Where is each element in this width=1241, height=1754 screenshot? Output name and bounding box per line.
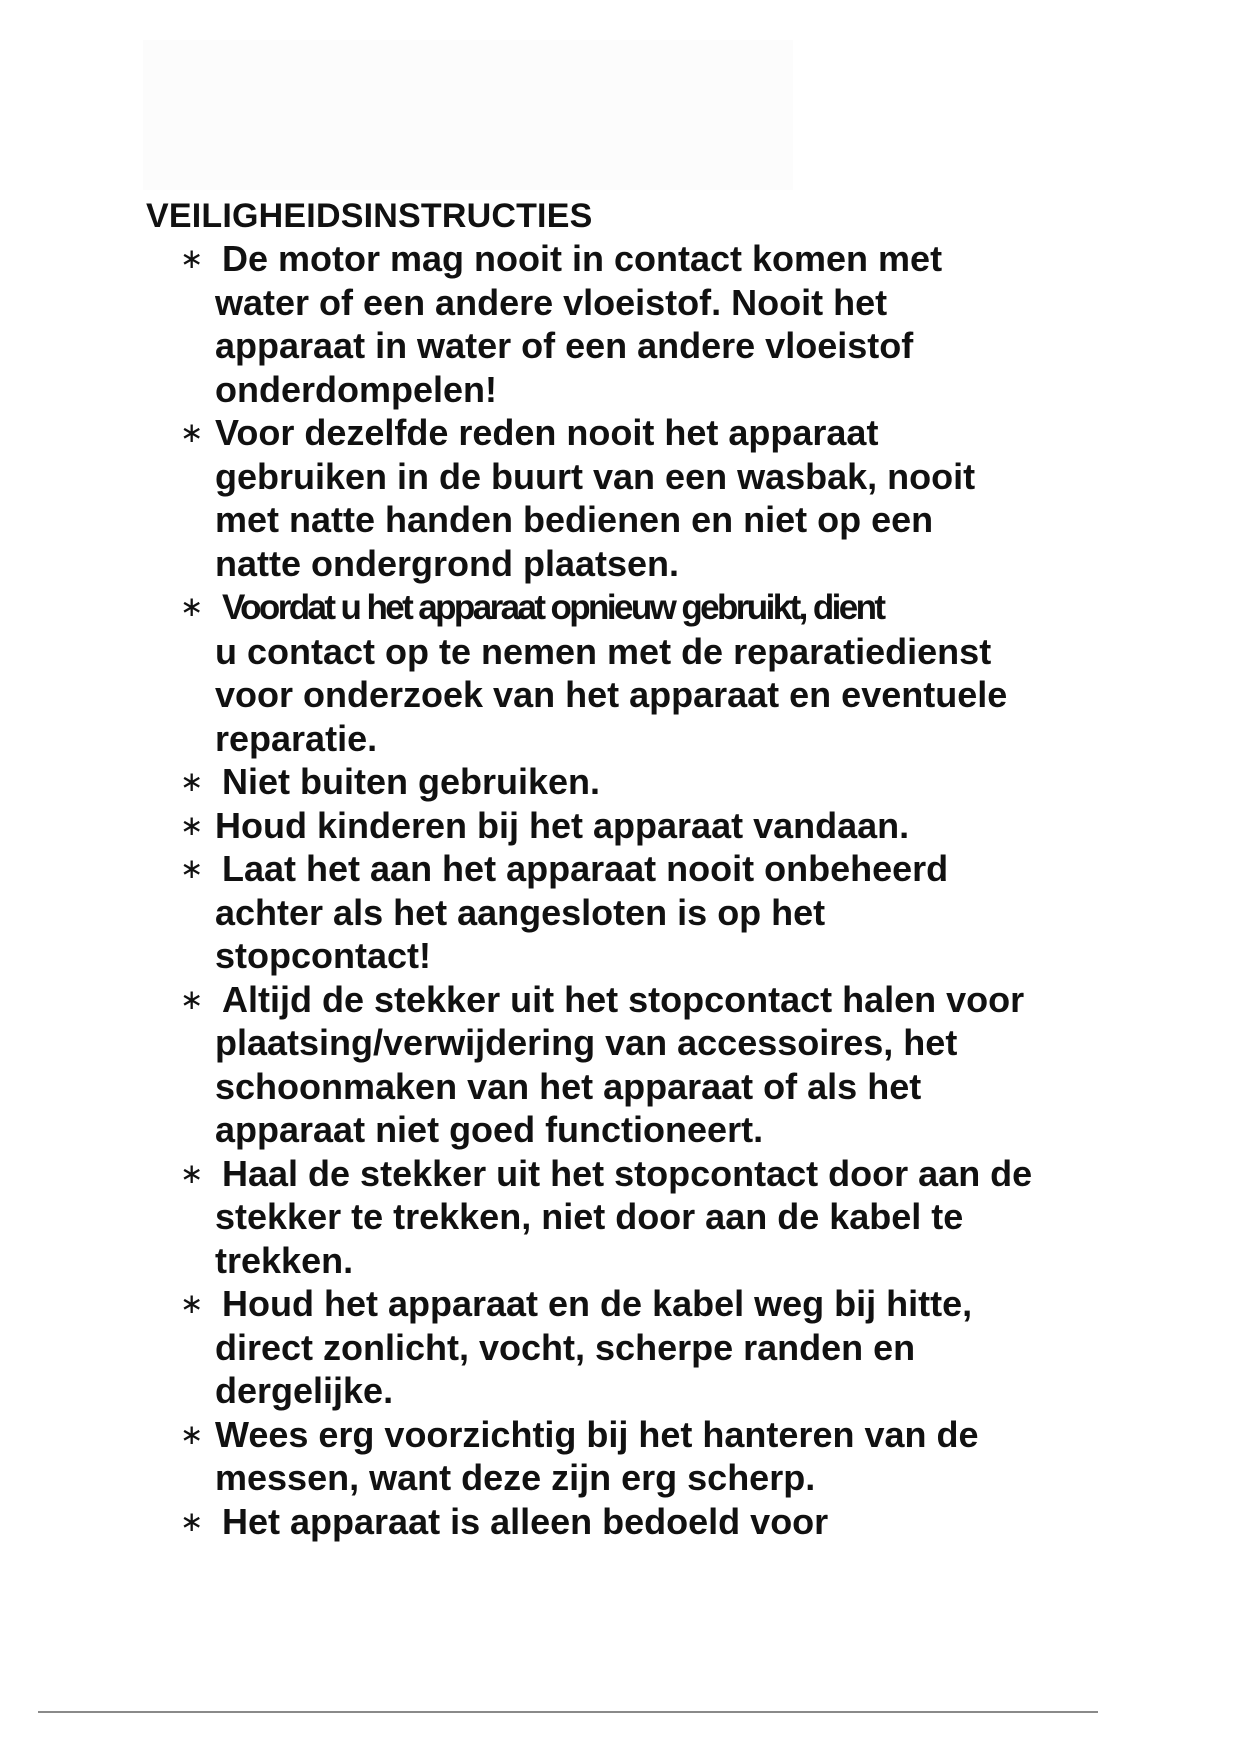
list-item-text	[215, 804, 1180, 848]
list-item	[180, 1413, 1180, 1500]
text-line: Haal de stekker uit het stopcontact door aan de	[222, 1152, 1033, 1194]
footer-divider	[38, 1711, 1098, 1713]
text-line: onderdompelen!	[215, 368, 498, 410]
asterisk-bullet-icon: ∗	[180, 417, 204, 448]
text-line: Het apparaat is alleen bedoeld voor	[222, 1500, 829, 1542]
text-line: u contact op te nemen met de reparatiedienst	[215, 630, 992, 672]
list-item	[180, 411, 1180, 585]
list-item	[180, 237, 1180, 411]
page-title: VEILIGHEIDSINSTRUCTIES	[146, 197, 593, 235]
text-line: Altijd de stekker uit het stopcontact halen voor	[222, 978, 1025, 1020]
text-line: stekker te trekken, niet door aan de kabel te	[215, 1196, 964, 1237]
list-item	[180, 978, 1180, 1152]
text-line: voor onderzoek van het apparaat en eventuele	[215, 674, 1008, 715]
text-line: water of een andere vloeistof. Nooit het	[215, 281, 888, 323]
text-line: Niet buiten gebruiken.	[222, 761, 601, 802]
list-item-text	[215, 847, 1180, 978]
text-line: apparaat in water of een andere vloeistof	[215, 325, 914, 366]
list-item	[180, 847, 1180, 978]
scan-shading	[143, 40, 793, 190]
text-line: messen, want deze zijn erg scherp.	[215, 1457, 816, 1498]
list-item	[180, 804, 1180, 848]
list-item	[180, 760, 1180, 804]
text-line: dergelijke.	[215, 1370, 394, 1411]
text-line: apparaat niet goed functioneert.	[215, 1109, 764, 1150]
asterisk-bullet-icon: ∗	[180, 591, 204, 622]
asterisk-bullet-icon: ∗	[180, 766, 204, 797]
text-line: direct zonlicht, vocht, scherpe randen en	[215, 1326, 916, 1368]
list-item-text	[215, 1413, 1180, 1500]
text-line: achter als het aangesloten is op het	[215, 891, 826, 933]
asterisk-bullet-icon: ∗	[180, 853, 204, 884]
asterisk-bullet-icon: ∗	[180, 983, 204, 1015]
text-line: trekken.	[215, 1239, 354, 1281]
text-line: reparatie.	[215, 717, 378, 759]
text-line: schoonmaken van het apparaat of als het	[215, 1065, 922, 1107]
list-item	[180, 1282, 1180, 1413]
text-line: Houd het apparaat en de kabel weg bij hitte,	[222, 1283, 973, 1324]
asterisk-bullet-icon: ∗	[180, 1418, 204, 1450]
asterisk-bullet-icon: ∗	[180, 1505, 204, 1537]
list-item-text	[215, 978, 1180, 1152]
list-item-text	[215, 411, 1180, 585]
list-item	[180, 1500, 1180, 1544]
list-item-text	[215, 585, 1180, 760]
text-line: met natte handen bedienen en niet op een	[215, 499, 934, 540]
text-line: Laat het aan het apparaat nooit onbeheerd	[222, 848, 949, 889]
list-item-text	[215, 1152, 1180, 1283]
list-item-text	[215, 760, 1180, 804]
asterisk-bullet-icon: ∗	[180, 1288, 204, 1319]
list-item	[180, 585, 1180, 760]
text-line: De motor mag nooit in contact komen met	[222, 238, 943, 279]
text-line: Voor dezelfde reden nooit het apparaat	[215, 412, 879, 453]
text-line: Houd kinderen bij het apparaat vandaan.	[215, 804, 910, 846]
asterisk-bullet-icon: ∗	[180, 243, 204, 274]
list-item-text	[215, 1282, 1180, 1413]
list-item-text	[215, 1500, 1180, 1544]
safety-instruction-list	[180, 237, 1180, 1543]
text-line: gebruiken in de buurt van een wasbak, nooit	[215, 455, 976, 497]
asterisk-bullet-icon: ∗	[180, 809, 204, 841]
text-line: stopcontact!	[215, 935, 431, 976]
text-line: Voordat u het apparaat opnieuw gebruikt, dient	[222, 588, 884, 627]
text-line: natte ondergrond plaatsen.	[215, 542, 680, 584]
text-line: plaatsing/verwijdering van accessoires, het	[215, 1022, 958, 1063]
asterisk-bullet-icon: ∗	[180, 1157, 204, 1189]
text-line: Wees erg voorzichtig bij het hanteren van de	[215, 1413, 979, 1455]
list-item-text	[215, 237, 1180, 411]
list-item	[180, 1152, 1180, 1283]
